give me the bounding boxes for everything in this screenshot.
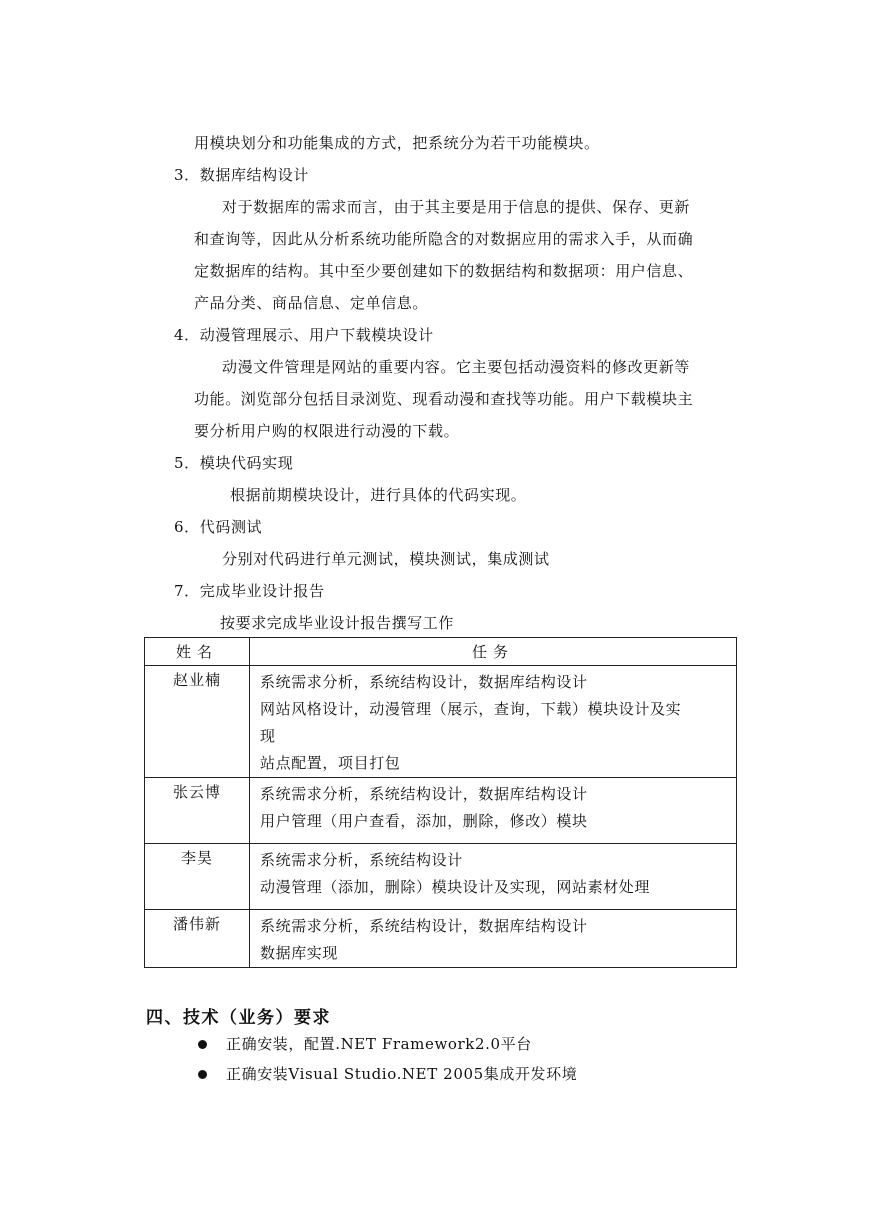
column-header-tasks: 任务 (250, 638, 737, 666)
paragraph-line: 定数据库的结构。其中至少要创建如下的数据结构和数据项：用户信息、 (194, 262, 694, 280)
bullet-icon (198, 1070, 207, 1079)
bullet-icon (198, 1040, 207, 1049)
step-heading-6: 6．代码测试 (174, 518, 263, 536)
paragraph-line: 根据前期模块设计，进行具体的代码实现。 (230, 486, 527, 504)
requirement-item: 正确安装Visual Studio.NET 2005集成开发环境 (226, 1065, 578, 1083)
task-item: 站点配置，项目打包 (260, 754, 401, 772)
task-item: 网站风格设计，动漫管理（展示，查询，下载）模块设计及实 (260, 700, 682, 718)
table-row (145, 778, 737, 844)
paragraph-line: 功能。浏览部分包括目录浏览、现看动漫和查找等功能。用户下载模块主 (194, 390, 694, 408)
task-item: 系统需求分析，系统结构设计，数据库结构设计 (260, 673, 588, 691)
member-name: 张云博 (145, 778, 250, 844)
requirement-item: 正确安装，配置.NET Framework2.0平台 (226, 1035, 532, 1053)
step-heading-4: 4．动漫管理展示、用户下载模块设计 (174, 326, 434, 344)
table-row (145, 666, 737, 778)
member-tasks (250, 778, 737, 844)
member-tasks (250, 910, 737, 968)
member-name: 李昊 (145, 844, 250, 910)
task-item: 动漫管理（添加，删除）模块设计及实现，网站素材处理 (260, 878, 651, 896)
paragraph-line: 动漫文件管理是网站的重要内容。它主要包括动漫资料的修改更新等 (222, 358, 691, 376)
table-row (145, 910, 737, 968)
paragraph-line: 按要求完成毕业设计报告撰写工作 (220, 614, 455, 632)
task-item: 系统需求分析，系统结构设计，数据库结构设计 (260, 785, 588, 803)
task-table (144, 637, 737, 968)
member-name: 潘伟新 (145, 910, 250, 968)
task-item: 用户管理（用户查看，添加，删除，修改）模块 (260, 812, 588, 830)
task-item: 系统需求分析，系统结构设计 (260, 851, 463, 869)
paragraph-line: 对于数据库的需求而言，由于其主要是用于信息的提供、保存、更新 (222, 198, 691, 216)
member-name: 赵业楠 (145, 666, 250, 778)
task-item: 数据库实现 (260, 944, 339, 962)
column-header-name: 姓名 (145, 638, 250, 666)
paragraph-line: 和查询等，因此从分析系统功能所隐含的对数据应用的需求入手，从而确 (194, 230, 694, 248)
task-item: 现 (260, 727, 276, 745)
section-heading: 四、技术（业务）要求 (146, 1008, 331, 1028)
table-header-row (145, 638, 737, 666)
paragraph-line: 分别对代码进行单元测试，模块测试，集成测试 (222, 550, 550, 568)
member-tasks (250, 666, 737, 778)
step-heading-5: 5．模块代码实现 (174, 454, 294, 472)
step-heading-7: 7．完成毕业设计报告 (174, 582, 325, 600)
table-row (145, 844, 737, 910)
paragraph-line: 用模块划分和功能集成的方式，把系统分为若干功能模块。 (194, 134, 600, 152)
step-heading-3: 3．数据库结构设计 (174, 166, 309, 184)
paragraph-line: 产品分类、商品信息、定单信息。 (194, 294, 429, 312)
member-tasks (250, 844, 737, 910)
task-item: 系统需求分析，系统结构设计，数据库结构设计 (260, 917, 588, 935)
paragraph-line: 要分析用户购的权限进行动漫的下载。 (194, 422, 460, 440)
